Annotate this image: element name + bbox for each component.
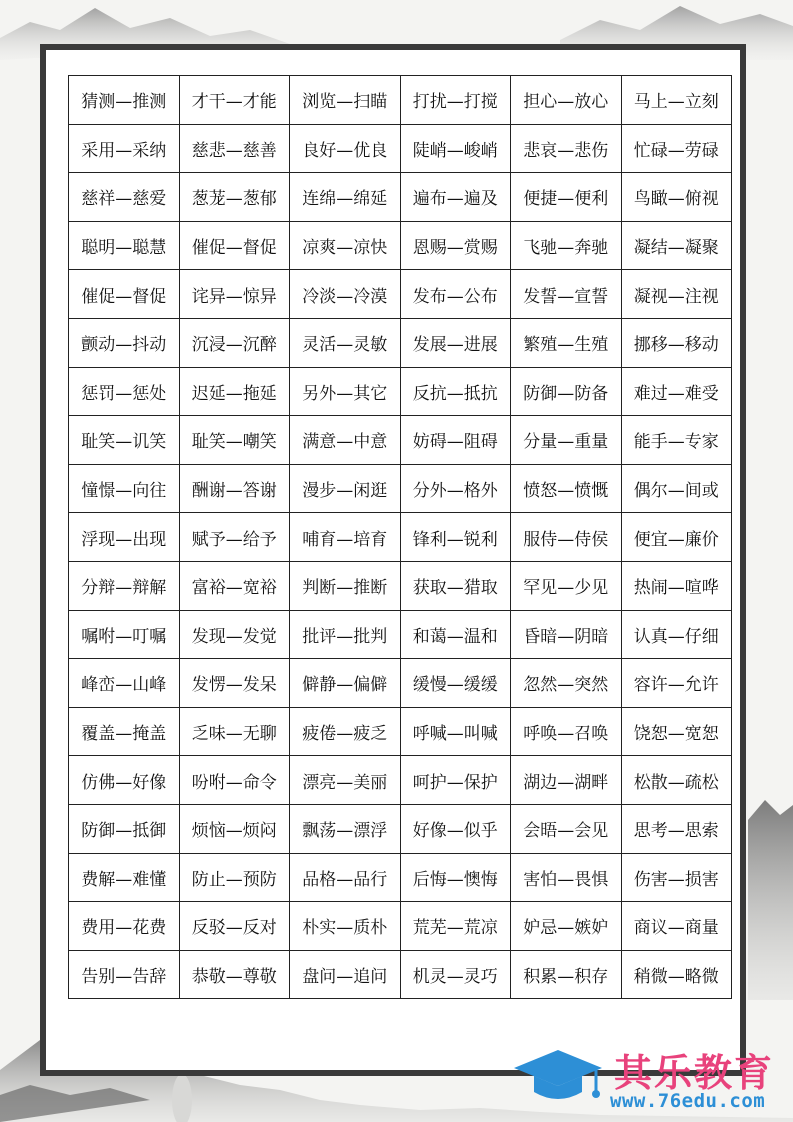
word-pair-cell: 积累—积存 — [511, 950, 622, 999]
word-pair-cell: 浮现—出现 — [69, 513, 180, 562]
word-pair-cell: 烦恼—烦闷 — [179, 804, 290, 853]
word-pair-cell: 漂亮—美丽 — [290, 756, 401, 805]
word-pair-cell: 批评—批判 — [290, 610, 401, 659]
table-row — [69, 76, 732, 125]
table-row — [69, 707, 732, 756]
word-pair-cell: 缓慢—缓缓 — [400, 659, 511, 708]
word-pair-cell: 好像—似乎 — [400, 804, 511, 853]
word-pair-cell: 和蔼—温和 — [400, 610, 511, 659]
table-row — [69, 270, 732, 319]
word-pair-cell: 锋利—锐利 — [400, 513, 511, 562]
word-pair-cell: 哺育—培育 — [290, 513, 401, 562]
word-pair-cell: 催促—督促 — [179, 221, 290, 270]
word-pair-cell: 妨碍—阻碍 — [400, 416, 511, 465]
word-pair-cell: 荒芜—荒凉 — [400, 902, 511, 951]
table-row — [69, 756, 732, 805]
table-row — [69, 464, 732, 513]
word-pair-cell: 聪明—聪慧 — [69, 221, 180, 270]
word-pair-cell: 分外—格外 — [400, 464, 511, 513]
word-pair-cell: 发展—进展 — [400, 318, 511, 367]
table-row — [69, 367, 732, 416]
table-row — [69, 804, 732, 853]
word-pair-cell: 沉浸—沉醉 — [179, 318, 290, 367]
word-pair-cell: 妒忌—嫉妒 — [511, 902, 622, 951]
brand-name: 其乐教育 — [614, 1051, 775, 1095]
word-pair-cell: 容许—允许 — [621, 659, 732, 708]
word-pair-cell: 发布—公布 — [400, 270, 511, 319]
word-pair-cell: 疲倦—疲乏 — [290, 707, 401, 756]
word-pair-cell: 凝视—注视 — [621, 270, 732, 319]
word-pair-cell: 饶恕—宽恕 — [621, 707, 732, 756]
word-pair-cell: 凉爽—凉快 — [290, 221, 401, 270]
word-pair-cell: 慈祥—慈爱 — [69, 173, 180, 222]
word-pair-cell: 催促—督促 — [69, 270, 180, 319]
word-pair-cell: 呵护—保护 — [400, 756, 511, 805]
word-pair-cell: 酬谢—答谢 — [179, 464, 290, 513]
word-pair-cell: 品格—品行 — [290, 853, 401, 902]
table-row — [69, 853, 732, 902]
word-pair-cell: 陡峭—峻峭 — [400, 124, 511, 173]
word-pair-cell: 打扰—打搅 — [400, 76, 511, 125]
word-pair-cell: 反驳—反对 — [179, 902, 290, 951]
word-pair-cell: 繁殖—生殖 — [511, 318, 622, 367]
word-pair-cell: 认真—仔细 — [621, 610, 732, 659]
brand-logo — [512, 1040, 787, 1116]
word-pair-cell: 满意—中意 — [290, 416, 401, 465]
table-row — [69, 124, 732, 173]
word-pair-cell: 害怕—畏惧 — [511, 853, 622, 902]
word-pair-cell: 难过—难受 — [621, 367, 732, 416]
word-pair-cell: 仿佛—好像 — [69, 756, 180, 805]
word-pair-cell: 才干—才能 — [179, 76, 290, 125]
word-pair-cell: 稍微—略微 — [621, 950, 732, 999]
word-pair-cell: 挪移—移动 — [621, 318, 732, 367]
word-pair-cell: 朴实—质朴 — [290, 902, 401, 951]
word-pair-cell: 呼喊—叫喊 — [400, 707, 511, 756]
word-pair-cell: 慈悲—慈善 — [179, 124, 290, 173]
word-pair-cell: 嘱咐—叮嘱 — [69, 610, 180, 659]
brand-url: www.76edu.com — [610, 1090, 766, 1112]
word-pair-cell: 会晤—会见 — [511, 804, 622, 853]
word-pair-cell: 憧憬—向往 — [69, 464, 180, 513]
word-pair-cell: 迟延—拖延 — [179, 367, 290, 416]
word-pair-cell: 良好—优良 — [290, 124, 401, 173]
word-pair-cell: 盘问—追问 — [290, 950, 401, 999]
word-pair-cell: 便捷—便利 — [511, 173, 622, 222]
word-pair-cell: 判断—推断 — [290, 561, 401, 610]
word-pair-cell: 担心—放心 — [511, 76, 622, 125]
table-row — [69, 513, 732, 562]
word-pair-cell: 颤动—抖动 — [69, 318, 180, 367]
word-pair-cell: 冷淡—冷漠 — [290, 270, 401, 319]
word-pair-cell: 恭敬—尊敬 — [179, 950, 290, 999]
word-pair-cell: 商议—商量 — [621, 902, 732, 951]
word-pair-cell: 采用—采纳 — [69, 124, 180, 173]
word-pair-cell: 另外—其它 — [290, 367, 401, 416]
table-row — [69, 610, 732, 659]
word-pair-cell: 便宜—廉价 — [621, 513, 732, 562]
word-pair-cell: 发现—发觉 — [179, 610, 290, 659]
word-pair-cell: 呼唤—召唤 — [511, 707, 622, 756]
word-pair-cell: 葱茏—葱郁 — [179, 173, 290, 222]
word-pair-cell: 灵活—灵敏 — [290, 318, 401, 367]
word-pair-cell: 鸟瞰—俯视 — [621, 173, 732, 222]
word-pair-cell: 飞驰—奔驰 — [511, 221, 622, 270]
word-pair-cell: 告别—告辞 — [69, 950, 180, 999]
word-pair-cell: 僻静—偏僻 — [290, 659, 401, 708]
graduation-cap-icon — [512, 1046, 604, 1108]
word-pair-cell: 漫步—闲逛 — [290, 464, 401, 513]
word-pair-cell: 吩咐—命令 — [179, 756, 290, 805]
word-pair-cell: 惩罚—惩处 — [69, 367, 180, 416]
word-pair-cell: 分量—重量 — [511, 416, 622, 465]
word-pair-cell: 富裕—宽裕 — [179, 561, 290, 610]
word-pair-cell: 费解—难懂 — [69, 853, 180, 902]
word-pair-cell: 覆盖—掩盖 — [69, 707, 180, 756]
word-pair-cell: 耻笑—嘲笑 — [179, 416, 290, 465]
word-pair-cell: 凝结—凝聚 — [621, 221, 732, 270]
synonym-table-body — [69, 76, 732, 999]
word-pair-cell: 偶尔—间或 — [621, 464, 732, 513]
table-row — [69, 659, 732, 708]
word-pair-cell: 浏览—扫瞄 — [290, 76, 401, 125]
word-pair-cell: 忙碌—劳碌 — [621, 124, 732, 173]
word-pair-cell: 猜测—推测 — [69, 76, 180, 125]
word-pair-cell: 峰峦—山峰 — [69, 659, 180, 708]
word-pair-cell: 思考—思索 — [621, 804, 732, 853]
word-pair-cell: 发誓—宣誓 — [511, 270, 622, 319]
word-pair-cell: 飘荡—漂浮 — [290, 804, 401, 853]
word-pair-cell: 忽然—突然 — [511, 659, 622, 708]
word-pair-cell: 服侍—侍侯 — [511, 513, 622, 562]
word-pair-cell: 防御—防备 — [511, 367, 622, 416]
word-pair-cell: 分辩—辩解 — [69, 561, 180, 610]
table-row — [69, 561, 732, 610]
table-row — [69, 902, 732, 951]
word-pair-cell: 恩赐—赏赐 — [400, 221, 511, 270]
table-row — [69, 950, 732, 999]
table-row — [69, 173, 732, 222]
synonym-table — [68, 75, 732, 999]
word-pair-cell: 连绵—绵延 — [290, 173, 401, 222]
table-row — [69, 416, 732, 465]
word-pair-cell: 获取—猎取 — [400, 561, 511, 610]
word-pair-cell: 遍布—遍及 — [400, 173, 511, 222]
word-pair-cell: 发愣—发呆 — [179, 659, 290, 708]
word-pair-cell: 愤怒—愤慨 — [511, 464, 622, 513]
word-pair-cell: 马上—立刻 — [621, 76, 732, 125]
word-pair-cell: 伤害—损害 — [621, 853, 732, 902]
word-pair-cell: 昏暗—阴暗 — [511, 610, 622, 659]
table-row — [69, 318, 732, 367]
word-pair-cell: 湖边—湖畔 — [511, 756, 622, 805]
word-pair-cell: 防御—抵御 — [69, 804, 180, 853]
word-pair-cell: 机灵—灵巧 — [400, 950, 511, 999]
word-pair-cell: 赋予—给予 — [179, 513, 290, 562]
word-pair-cell: 费用—花费 — [69, 902, 180, 951]
word-pair-cell: 反抗—抵抗 — [400, 367, 511, 416]
word-pair-cell: 后悔—懊悔 — [400, 853, 511, 902]
word-pair-cell: 悲哀—悲伤 — [511, 124, 622, 173]
word-pair-cell: 耻笑—讥笑 — [69, 416, 180, 465]
word-pair-cell: 防止—预防 — [179, 853, 290, 902]
word-pair-cell: 松散—疏松 — [621, 756, 732, 805]
word-pair-cell: 热闹—喧哗 — [621, 561, 732, 610]
word-pair-cell: 诧异—惊异 — [179, 270, 290, 319]
table-row — [69, 221, 732, 270]
word-pair-cell: 能手—专家 — [621, 416, 732, 465]
word-pair-cell: 乏味—无聊 — [179, 707, 290, 756]
word-pair-cell: 罕见—少见 — [511, 561, 622, 610]
